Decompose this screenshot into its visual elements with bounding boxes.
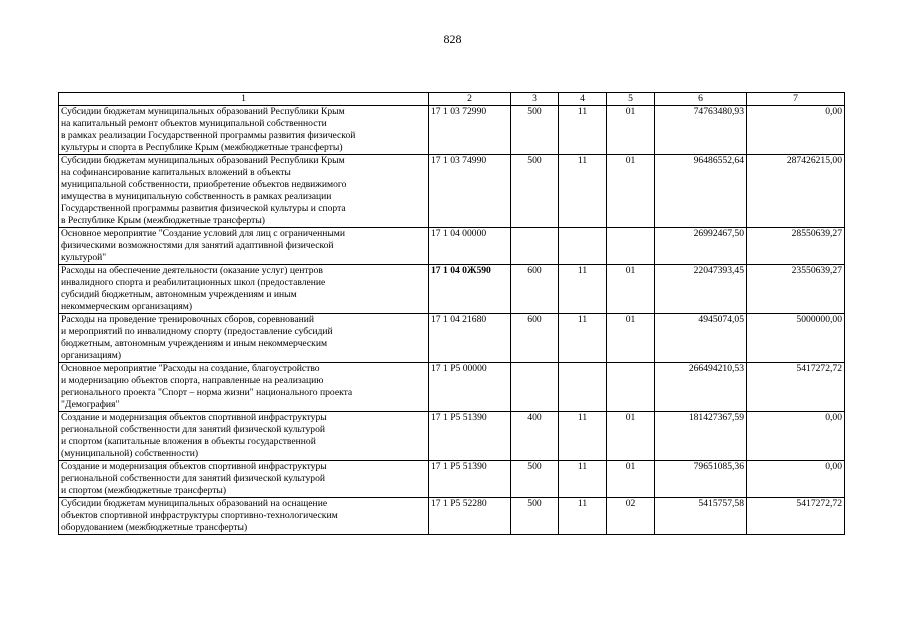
row-col3: [511, 228, 559, 265]
table-row: [59, 314, 845, 363]
table-row: [59, 155, 845, 228]
row-col4: 11: [559, 155, 607, 228]
table-row: [59, 265, 845, 314]
description-line: Расходы на проведение тренировочных сборов, соревнований: [61, 314, 315, 325]
row-col5: 01: [607, 155, 655, 228]
description-line: и мероприятий по инвалидному спорту (предоставление субсидий: [61, 326, 333, 337]
row-amount-col6: 181427367,59: [655, 412, 747, 461]
row-col4: 11: [559, 498, 607, 535]
row-amount-col6: 96486552,64: [655, 155, 747, 228]
description-line: Расходы на обеспечение деятельности (оказание услуг) центров: [61, 265, 323, 276]
description-line: культуры и спорта в Республике Крым (межбюджетные трансферты): [61, 142, 343, 153]
column-header: 2: [429, 93, 511, 106]
description-line: Основное мероприятие "Создание условий для лиц с ограниченными: [61, 228, 346, 239]
row-col5: [607, 363, 655, 412]
row-amount-col7: 0,00: [747, 106, 845, 155]
row-col4: 11: [559, 314, 607, 363]
row-code: 17 1 P5 51390: [429, 461, 511, 498]
row-col4: 11: [559, 461, 607, 498]
column-header: 5: [607, 93, 655, 106]
description-line: субсидий бюджетным, автономным учреждениям и иным: [61, 289, 297, 300]
description-line: и спортом (капитальные вложения в объекты государственной: [61, 436, 316, 447]
row-code: 17 1 04 0Ж590: [429, 265, 511, 314]
row-amount-col7: 287426215,00: [747, 155, 845, 228]
row-code: 17 1 03 72990: [429, 106, 511, 155]
row-col3: 500: [511, 155, 559, 228]
description-line: в Республике Крым (межбюджетные трансферты): [61, 215, 265, 226]
row-col5: 01: [607, 314, 655, 363]
description-line: Создание и модернизация объектов спортивной инфраструктуры: [61, 461, 327, 472]
row-code: 17 1 P5 52280: [429, 498, 511, 535]
description-line: Основное мероприятие "Расходы на создание, благоустройство: [61, 363, 320, 374]
row-amount-col6: 266494210,53: [655, 363, 747, 412]
description-line: (муниципальной) собственности): [61, 448, 199, 459]
budget-table: [58, 92, 845, 535]
row-description: [59, 498, 429, 535]
row-amount-col7: 23550639,27: [747, 265, 845, 314]
table-row: [59, 498, 845, 535]
description-line: объектов спортивной инфраструктуры спортивно-технологическим: [61, 510, 338, 521]
row-code: 17 1 04 00000: [429, 228, 511, 265]
row-code: 17 1 04 21680: [429, 314, 511, 363]
row-col5: 02: [607, 498, 655, 535]
row-amount-col6: 74763480,93: [655, 106, 747, 155]
row-col3: 500: [511, 461, 559, 498]
row-col5: [607, 228, 655, 265]
row-col5: 01: [607, 106, 655, 155]
description-line: регионального проекта "Спорт – норма жизни" национального проекта: [61, 387, 353, 398]
row-col3: 400: [511, 412, 559, 461]
description-line: муниципальной собственности, приобретение объектов недвижимого: [61, 179, 347, 190]
table-row: [59, 363, 845, 412]
column-header-row: [59, 93, 845, 106]
row-col3: [511, 363, 559, 412]
row-description: [59, 155, 429, 228]
row-amount-col7: 5417272,72: [747, 498, 845, 535]
row-col4: 11: [559, 412, 607, 461]
row-col3: 600: [511, 265, 559, 314]
description-line: некоммерческим организациям): [61, 301, 193, 312]
column-header: 4: [559, 93, 607, 106]
description-line: и модернизацию объектов спорта, направленные на реализацию: [61, 375, 324, 386]
row-description: [59, 106, 429, 155]
description-line: региональной собственности для занятий физической культурой: [61, 424, 326, 435]
row-amount-col7: 28550639,27: [747, 228, 845, 265]
row-amount-col7: 5417272,72: [747, 363, 845, 412]
description-line: Создание и модернизация объектов спортивной инфраструктуры: [61, 412, 327, 423]
row-description: [59, 265, 429, 314]
description-line: организациям): [61, 350, 122, 361]
row-code: 17 1 03 74990: [429, 155, 511, 228]
description-line: на софинансирование капитальных вложений в объекты: [61, 167, 291, 178]
row-col5: 01: [607, 265, 655, 314]
description-line: "Демография": [61, 399, 120, 410]
description-line: имущества в муниципальную собственность в рамках реализации: [61, 191, 332, 202]
row-description: [59, 228, 429, 265]
description-line: Государственной программы развития физической культуры и спорта: [61, 203, 346, 214]
row-amount-col7: 0,00: [747, 412, 845, 461]
row-col3: 500: [511, 498, 559, 535]
row-amount-col6: 26992467,50: [655, 228, 747, 265]
description-line: Субсидии бюджетам муниципальных образований Республики Крым: [61, 155, 345, 166]
description-line: культурой": [61, 252, 107, 263]
row-amount-col7: 5000000,00: [747, 314, 845, 363]
row-code: 17 1 P5 51390: [429, 412, 511, 461]
description-line: в рамках реализации Государственной программы развития физической: [61, 130, 356, 141]
row-col5: 01: [607, 461, 655, 498]
row-col4: 11: [559, 265, 607, 314]
description-line: на капитальный ремонт объектов муниципальной собственности: [61, 118, 327, 129]
table-row: [59, 412, 845, 461]
row-description: [59, 412, 429, 461]
description-line: бюджетным, автономным учреждениям и иным некоммерческим: [61, 338, 328, 349]
row-col3: 500: [511, 106, 559, 155]
description-line: региональной собственности для занятий физической культурой: [61, 473, 326, 484]
row-col5: 01: [607, 412, 655, 461]
row-amount-col7: 0,00: [747, 461, 845, 498]
row-amount-col6: 79651085,36: [655, 461, 747, 498]
row-description: [59, 461, 429, 498]
description-line: Субсидии бюджетам муниципальных образований на оснащение: [61, 498, 328, 509]
row-amount-col6: 5415757,58: [655, 498, 747, 535]
column-header: 7: [747, 93, 845, 106]
row-code: 17 1 P5 00000: [429, 363, 511, 412]
row-col4: [559, 228, 607, 265]
table-row: [59, 106, 845, 155]
description-line: и спортом (межбюджетные трансферты): [61, 485, 227, 496]
row-amount-col6: 22047393,45: [655, 265, 747, 314]
row-col4: [559, 363, 607, 412]
description-line: оборудованием (межбюджетные трансферты): [61, 522, 248, 533]
row-col4: 11: [559, 106, 607, 155]
table-row: [59, 461, 845, 498]
row-description: [59, 363, 429, 412]
table-row: [59, 228, 845, 265]
column-header: 6: [655, 93, 747, 106]
row-amount-col6: 4945074,05: [655, 314, 747, 363]
page-number: 828: [443, 32, 462, 46]
row-description: [59, 314, 429, 363]
description-line: Субсидии бюджетам муниципальных образований Республики Крым: [61, 106, 345, 117]
description-line: инвалидного спорта и реабилитационных школ (предоставление: [61, 277, 326, 288]
column-header: 1: [59, 93, 429, 106]
row-col3: 600: [511, 314, 559, 363]
column-header: 3: [511, 93, 559, 106]
description-line: физическими возможностями для занятий адаптивной физической: [61, 240, 334, 251]
